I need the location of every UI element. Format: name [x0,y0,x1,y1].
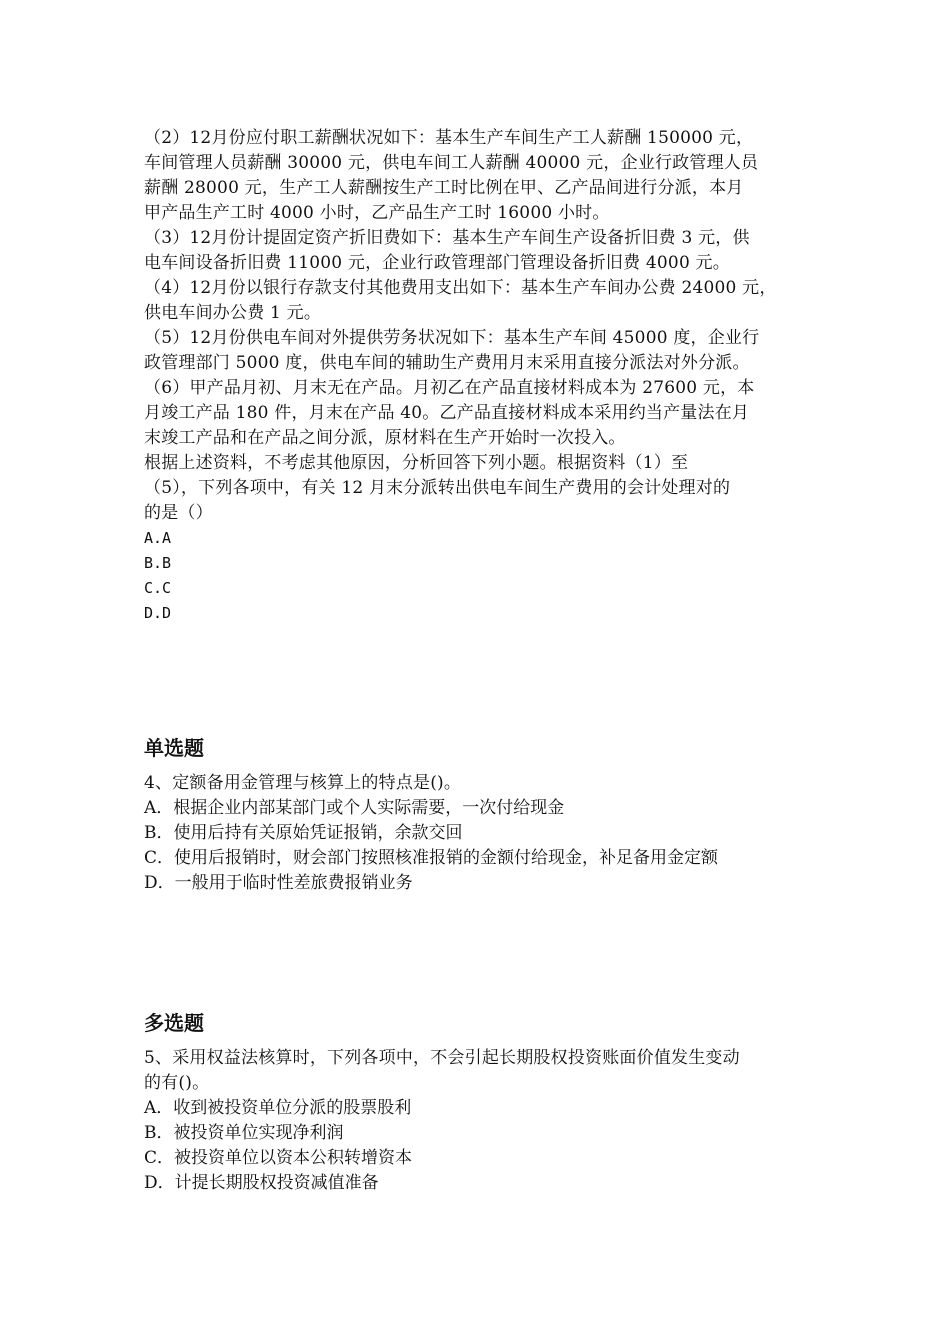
multi-choice-section [144,1009,824,1037]
text-line: （4）12月份以银行存款支付其他费用支出如下：基本生产车间办公费 24000 元， [144,278,777,298]
text-line: 车间管理人员薪酬 30000 元，供电车间工人薪酬 40000 元，企业行政管理人员 [144,153,759,173]
option-a: A．根据企业内部某部门或个人实际需要，一次付给现金 [144,798,565,818]
text-line: 薪酬 28000 元，生产工人薪酬按生产工时比例在甲、乙产品间进行分派，本月 [144,178,744,198]
text-line: 末竣工产品和在产品之间分派，原材料在生产开始时一次投入。 [144,428,626,448]
text-line: （6）甲产品月初、月末无在产品。月初乙在产品直接材料成本为 27600 元，本 [144,378,755,398]
question-text: 4、定额备用金管理与核算上的特点是()。 [144,773,462,793]
single-choice-section [144,734,824,762]
option-d: D．计提长期股权投资减值准备 [144,1173,379,1193]
option-b: B．使用后持有关原始凭证报销，余款交回 [144,823,463,843]
option-a: A.A [144,529,172,547]
section-heading: 单选题 [144,736,204,760]
text-line: 政管理部门 5000 度，供电车间的辅助生产费用月末采用直接分派法对外分派。 [144,353,750,373]
question-text: 的有()。 [144,1073,210,1093]
option-b: B.B [144,554,172,572]
question-3-materials [144,126,824,626]
text-line: （2）12月份应付职工薪酬状况如下：基本生产车间生产工人薪酬 150000 元， [144,128,754,148]
text-line: （5），下列各项中，有关 12 月末分派转出供电车间生产费用的会计处理对的 [144,478,731,498]
option-b: B．被投资单位实现净利润 [144,1123,344,1143]
text-line: 月竣工产品 180 件，月末在产品 40。乙产品直接材料成本采用约当产量法在月 [144,403,750,423]
option-c: C．被投资单位以资本公积转增资本 [144,1148,413,1168]
text-line: （5）12月份供电车间对外提供劳务状况如下：基本生产车间 45000 度，企业行 [144,328,760,348]
option-d: D.D [144,604,172,622]
option-d: D．一般用于临时性差旅费报销业务 [144,873,413,893]
question-4 [144,771,824,896]
section-heading: 多选题 [144,1011,204,1035]
text-line: 甲产品生产工时 4000 小时，乙产品生产工时 16000 小时。 [144,203,610,223]
option-a: A．收到被投资单位分派的股票股利 [144,1098,412,1118]
text-line: 根据上述资料，不考虑其他原因，分析回答下列小题。根据资料（1）至 [144,453,689,473]
question-5 [144,1046,824,1196]
text-line: 供电车间办公费 1 元。 [144,303,322,323]
question-text: 5、采用权益法核算时，下列各项中，不会引起长期股权投资账面价值发生变动 [144,1048,740,1068]
option-c: C.C [144,579,172,597]
text-line: 的是（） [144,503,213,523]
text-line: （3）12月份计提固定资产折旧费如下：基本生产车间生产设备折旧费 3 元，供 [144,228,750,248]
option-c: C．使用后报销时，财会部门按照核准报销的金额付给现金，补足备用金定额 [144,848,719,868]
text-line: 电车间设备折旧费 11000 元，企业行政管理部门管理设备折旧费 4000 元。 [144,253,730,273]
